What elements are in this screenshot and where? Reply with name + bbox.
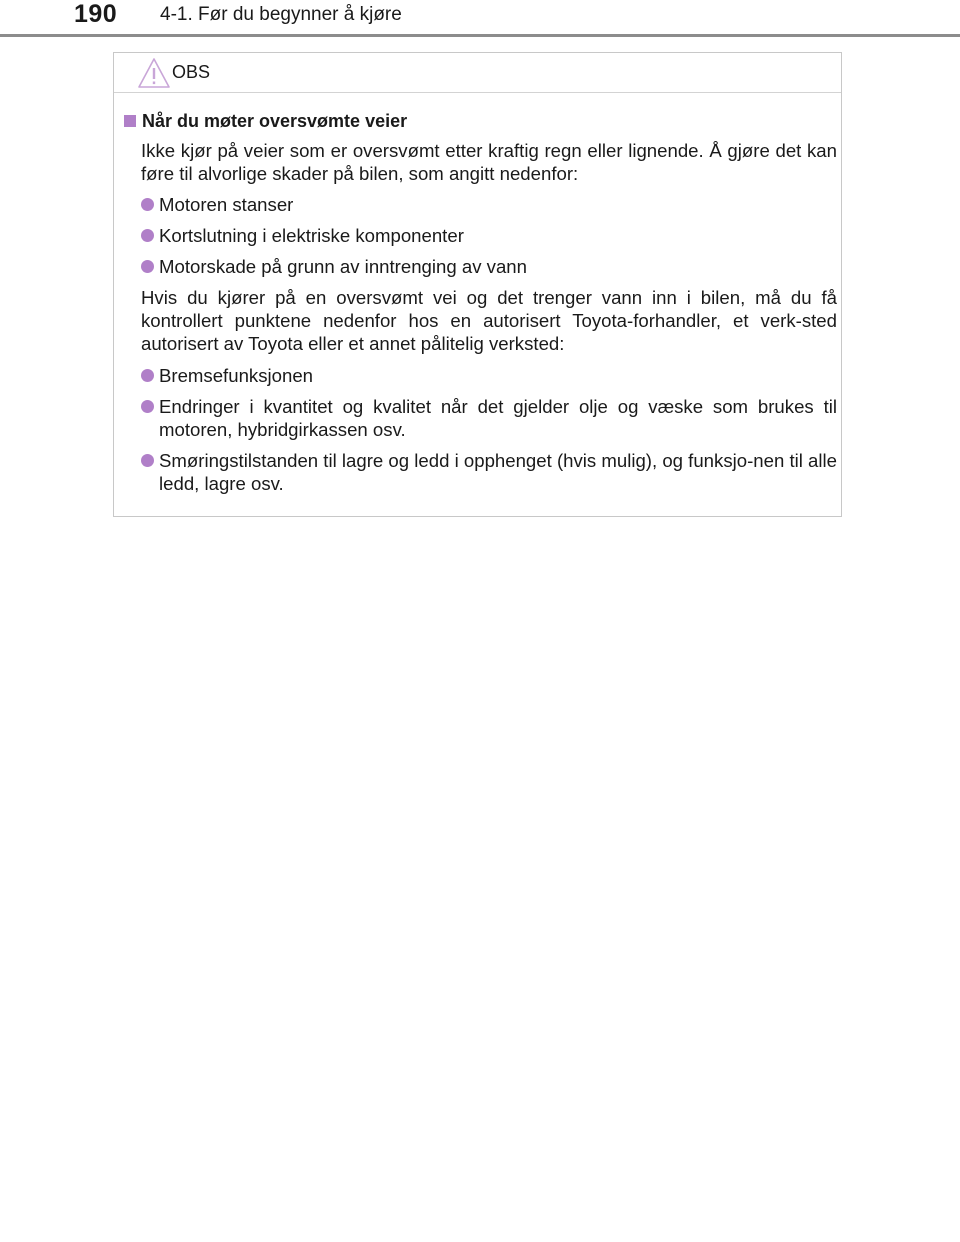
list-item (141, 449, 837, 495)
list-item (141, 255, 837, 278)
list-item-text: Bremsefunksjonen (159, 365, 313, 386)
round-bullet-icon (141, 198, 154, 211)
list-item (141, 193, 837, 216)
followup-paragraph: Hvis du kjører på en oversvømt vei og det trenger vann inn i bilen, må du få kontrollert punktene nedenfor hos en autorisert Toyota-forhandler, et verk-sted autorisert av Toyota eller et annet pålitelig verksted: (141, 287, 837, 354)
list-item (141, 224, 837, 247)
header-divider (0, 34, 960, 37)
caution-title: OBS (172, 62, 211, 82)
caution-heading-text: Når du møter oversvømte veier (142, 111, 408, 131)
round-bullet-icon (141, 400, 154, 413)
list-item (141, 364, 837, 387)
page-header (0, 0, 960, 40)
list-item-text: Endringer i kvantitet og kvalitet når det gjelder olje og væske som brukes til motoren, hybridgirkassen osv. (159, 396, 837, 440)
round-bullet-icon (141, 229, 154, 242)
section-title: 4-1. Før du begynner å kjøre (160, 4, 402, 25)
caution-box (113, 52, 842, 517)
intro-paragraph: Ikke kjør på veier som er oversvømt etter kraftig regn eller lignende. Å gjøre det kan føre til alvorlige skader på bilen, som angitt nedenfor: (141, 140, 837, 184)
square-bullet-icon (124, 115, 136, 127)
list-item-text: Motorskade på grunn av inntrenging av vann (159, 256, 527, 277)
round-bullet-icon (141, 369, 154, 382)
list-item-text: Motoren stanser (159, 194, 294, 215)
caution-heading (124, 111, 407, 132)
list-item-text: Smøringstilstanden til lagre og ledd i opphenget (hvis mulig), og funksjo-nen til alle ledd, lagre osv. (159, 450, 837, 494)
caution-header (114, 53, 841, 93)
list-item (141, 395, 837, 441)
page-number: 190 (74, 0, 118, 28)
warning-triangle-icon (136, 56, 172, 90)
round-bullet-icon (141, 260, 154, 273)
list-item-text: Kortslutning i elektriske komponenter (159, 225, 464, 246)
round-bullet-icon (141, 454, 154, 467)
